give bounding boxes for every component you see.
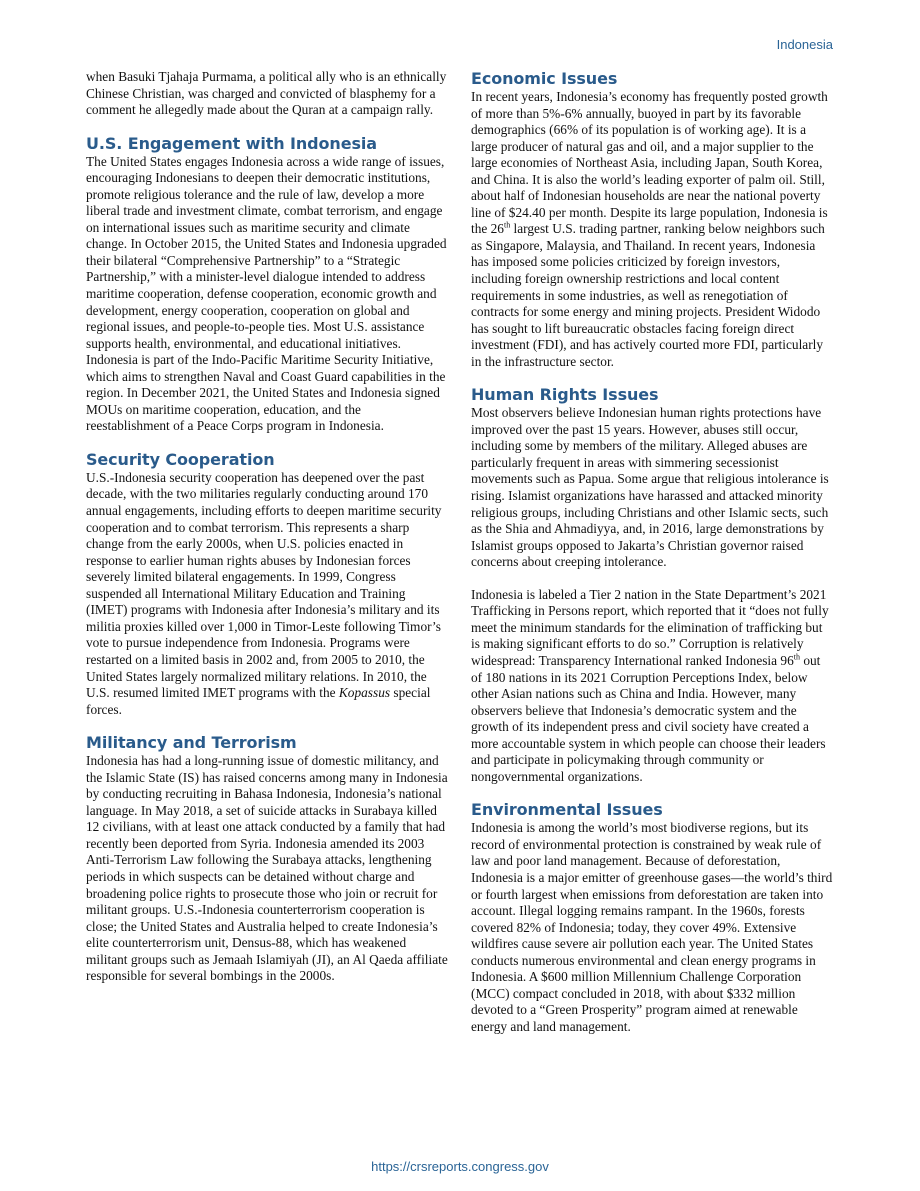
kopassus-italic: Kopassus [338, 685, 391, 701]
economic-text-part-2: largest U.S. trading partner, ranking below neighbors such as Singapore, Malaysia, and Thailand. In recent years, Indonesia has imposed some policies criticized by foreign investors, including foreign ownership restrictions and local content requirements in some industries, as well as renegotiation of contracts for some energy and mining projects. President Widodo has sought to lift bureaucratic obstacles facing foreign direct investment (FDI), and has actively courted more FDI, particularly in the infrastructure sector. [471, 221, 825, 369]
economic-text-part-1: In recent years, Indonesia’s economy has frequently posted growth of more than 5%-6% annually, buoyed in part by its favorable demographics (66% of its population is of working age). It is a large producer of natural gas and oil, and a major supplier to the large economies of Northeast Asia, including Japan, South Korea, and China. It is also the world’s leading exporter of palm oil. Still, about half of Indonesian households are near the national poverty line of $24.40 per month. Despite its large population, Indonesia is the 26 [471, 89, 828, 237]
environment-heading: Environmental Issues [471, 800, 663, 820]
running-header: Indonesia [776, 37, 833, 52]
security-paragraph [86, 470, 448, 718]
ordinal-superscript: th [503, 220, 511, 230]
security-text-part-2: special forces. [86, 685, 431, 717]
trafficking-text-part-2: out of 180 nations in its 2021 Corruption Perceptions Index, below other Asian nations such as China and India. However, many observers believe that Indonesia’s democratic system and the growth of its independent press and civil society have created a more accountable system in which people can choose their leaders and participate in policymaking through community or nongovernmental organizations. [471, 652, 826, 784]
economic-heading: Economic Issues [471, 69, 618, 88]
security-heading: Security Cooperation [86, 449, 275, 469]
right-column [471, 69, 833, 1035]
economic-paragraph [471, 89, 833, 370]
rights-heading: Human Rights Issues [471, 385, 659, 405]
trafficking-text-part-1: Indonesia is labeled a Tier 2 nation in the State Department’s 2021 Trafficking in Persons report, which reported that it “does not fully meet the minimum standards for the elimination of trafficking but is making significant efforts to do so.” Corruption is relatively widespread: Transparency International ranked Indonesia 96 [471, 586, 829, 668]
ordinal-superscript: th [793, 652, 800, 662]
engagement-paragraph: The United States engages Indonesia across a wide range of issues, encouraging Indonesians to deepen their democratic institutions, promote religious tolerance and the rule of law, develop a more liberal trade and investment climate, combat terrorism, and engage on international issues such as maritime security and climate change. In October 2015, the United States and Indonesia upgraded their bilateral “Comprehensive Partnership” to a “Strategic Partnership,” with a minister-level dialogue intended to address maritime cooperation, defense cooperation, economic growth and development, energy cooperation, cooperation on global and regional issues, and people-to-people ties. Most U.S. assistance supports health, environmental, and educational initiatives. Indonesia is part of the Indo-Pacific Maritime Security Initiative, which aims to strengthen Naval and Coast Guard capabilities in the region. In December 2021, the United States and Indonesia signed MOUs on maritime cooperation, education, and the reestablishment of a Peace Corps program in Indonesia. [86, 153, 447, 434]
environment-paragraph: Indonesia is among the world’s most biodiverse regions, but its record of environmental protection is constrained by weak rule of law and poor land management. Because of deforestation, Indonesia is a major emitter of greenhouse gases—the world’s third or fourth largest when emissions from deforestation are taken into account. Illegal logging remains rampant. In the 1960s, forests covered 82% of Indonesia; today, they cover 49%. Extensive wildfires cause severe air pollution each year. The United States conducts numerous environmental and clean energy programs in Indonesia. A $600 million Millennium Challenge Corporation (MCC) compact concluded in 2018, with about $332 million devoted to a “Green Prosperity” program aimed at renewable energy and land management. [471, 820, 833, 1034]
engagement-heading: U.S. Engagement with Indonesia [86, 133, 377, 153]
rights-paragraph: Most observers believe Indonesian human rights protections have improved over the past 15 years. However, abuses still occur, including some by members of the military. Alleged abuses are particularly frequent in areas with simmering secessionist movements such as Papua. Some argue that religious intolerance is rising. Islamist organizations have harassed and attacked minority religious groups, including Christians and other Islamic sects, such as the Shia and Ahmadiyya, and, in 2016, large demonstrations by Islamist groups opposed to Jakarta’s Christian governor raised concerns about creeping intolerance. [471, 405, 829, 570]
security-text-part-1: U.S.-Indonesia security cooperation has deepened over the past decade, with the two militaries regularly conducting around 170 annual engagements, including efforts to deepen maritime security cooperation and to combat terrorism. This represents a sharp change from the early 2000s, when U.S. policies enacted in response to earlier human rights abuses by Indonesian forces severely limited bilateral engagements. In 1999, Congress suspended all International Military Education and Training (IMET) programs with Indonesia after Indonesia’s military and its militia proxies killed over 1,000 in Timor-Leste following Timor’s vote to pursue independence from Indonesia. Programs were restarted on a limited basis in 2002 and, from 2005 to 2010, the United States largely normalized military relations. In 2010, the U.S. resumed limited IMET programs with the [86, 469, 442, 701]
left-column [86, 69, 448, 985]
footer-url[interactable]: https://crsreports.congress.gov [371, 1159, 549, 1174]
intro-paragraph: when Basuki Tjahaja Purmama, a political ally who is an ethnically Chinese Christian, was charged and convicted of blasphemy for a comment he allegedly made about the Quran at a campaign rally. [86, 69, 447, 118]
trafficking-paragraph [471, 587, 833, 786]
militancy-heading: Militancy and Terrorism [86, 733, 297, 753]
militancy-paragraph: Indonesia has had a long-running issue of domestic militancy, and the Islamic State (IS) has raised concerns among many in Indonesia by conducting recruiting in Bahasa Indonesia, Indonesia’s national language. In May 2018, a set of suicide attacks in Surabaya killed 12 civilians, with at least one attack conducted by a family that had recently been deported from Syria. Indonesia amended its 2003 Anti-Terrorism Law following the Surabaya attacks, lengthening periods in which suspects can be detained without charge and broadening police rights to prosecute those who join or recruit for militant groups. U.S.-Indonesia counterterrorism cooperation is close; the United States and Australia helped to create Indonesia’s elite counterterrorism unit, Densus-88, which has weakened militant groups such as Jemaah Islamiyah (JI), an Al Qaeda affiliate responsible for several bombings in the 2000s. [86, 753, 448, 984]
